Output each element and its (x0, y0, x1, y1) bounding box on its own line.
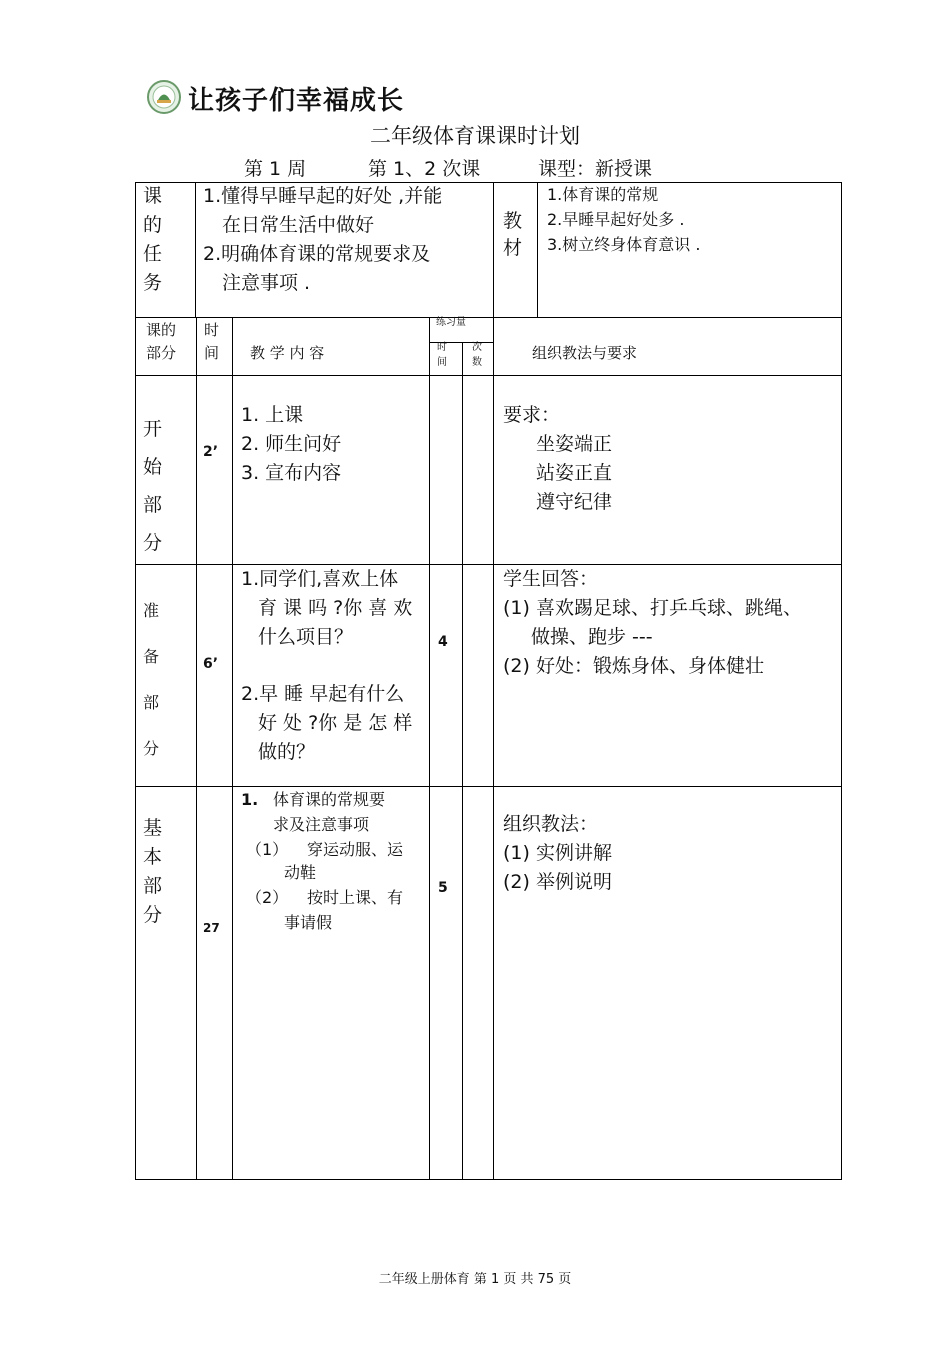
content-line: 好 处 ?你 是 怎 样 (258, 712, 413, 734)
content-line: 体育课的常规要 (273, 790, 386, 809)
count-value: 5 (438, 880, 448, 896)
content-line: （1） (246, 840, 289, 859)
section-label: 开始部分 (143, 418, 163, 554)
column-header-practice: 练习量 (436, 317, 466, 328)
content-line: 3. 宣布内容 (241, 462, 342, 484)
column-header-time: 时 (204, 321, 220, 339)
time-value: 2’ (203, 444, 219, 460)
content-line: （2） (246, 888, 289, 907)
content-line: 做的？ (258, 741, 316, 763)
content-line: 1.同学们,喜欢上体 (241, 568, 399, 590)
content-line: 什么项目？ (258, 626, 354, 648)
column-header-practice-count: 次 (472, 342, 482, 353)
material-label: 教材 (503, 210, 523, 259)
method-line: 坐姿端正 (536, 433, 613, 455)
school-logo-icon (146, 79, 182, 115)
page-footer: 二年级上册体育 第 1 页 共 75 页 (378, 1272, 572, 1287)
column-header-content: 教 学 内 容 (250, 344, 325, 362)
method-line: (1) 实例讲解 (503, 842, 612, 864)
column-header-practice-time: 间 (437, 357, 447, 368)
method-line: 遵守纪律 (536, 491, 613, 513)
content-line: 穿运动服、运 (307, 840, 404, 859)
section-label: 基本部分 (143, 817, 163, 926)
method-line: 组织教法： (503, 813, 599, 835)
material-line: 2.早睡早起好处多 . (547, 210, 685, 229)
content-line: 2.早 睡 早起有什么 (241, 683, 405, 705)
lesson-label: 第 1、2 次课 (368, 158, 481, 180)
method-line: (2) 举例说明 (503, 871, 612, 893)
time-value: 6’ (203, 656, 219, 672)
section-label: 准备部分 (143, 601, 160, 758)
method-line: (2) 好处：锻炼身体、身体健壮 (503, 655, 764, 677)
task-line: 在日常生活中做好 (222, 214, 375, 236)
column-header-section: 部分 (146, 344, 177, 362)
week-label: 第 1 周 (244, 158, 307, 180)
content-line: 事请假 (284, 913, 333, 932)
content-line: 1. (241, 790, 259, 809)
method-line: 要求： (503, 404, 561, 426)
content-line: 求及注意事项 (273, 815, 370, 834)
material-line: 1.体育课的常规 (547, 185, 659, 204)
content-line: 动鞋 (284, 863, 317, 882)
page-title: 二年级体育课课时计划 (370, 124, 580, 148)
task-line: 2.明确体育课的常规要求及 (203, 243, 431, 265)
method-line: 学生回答： (503, 568, 599, 590)
material-line: 3.树立终身体育意识 . (547, 235, 701, 254)
method-line: (1) 喜欢踢足球、打乒乓球、跳绳、 (503, 597, 802, 619)
time-value: 27 (203, 921, 220, 935)
column-header-practice-count: 数 (472, 357, 482, 368)
task-label: 课的任务 (143, 185, 163, 294)
task-line: 注意事项 . (222, 272, 311, 294)
column-header-method: 组织教法与要求 (532, 344, 638, 362)
method-line: 站姿正直 (536, 462, 613, 484)
slogan: 让孩子们幸福成长 (188, 86, 405, 116)
task-line: 1.懂得早睡早起的好处 ,并能 (203, 185, 443, 207)
count-value: 4 (438, 634, 448, 650)
content-line: 育 课 吗 ?你 喜 欢 (258, 597, 413, 619)
column-header-section: 课的 (146, 321, 177, 339)
content-line: 按时上课、有 (307, 888, 404, 907)
column-header-practice-time: 时 (437, 342, 447, 353)
content-line: 2. 师生问好 (241, 433, 342, 455)
content-line: 1. 上课 (241, 404, 304, 426)
column-header-time: 间 (204, 344, 220, 362)
method-line: 做操、跑步 --- (531, 626, 653, 648)
lesson-type-label: 课型：新授课 (538, 158, 653, 180)
